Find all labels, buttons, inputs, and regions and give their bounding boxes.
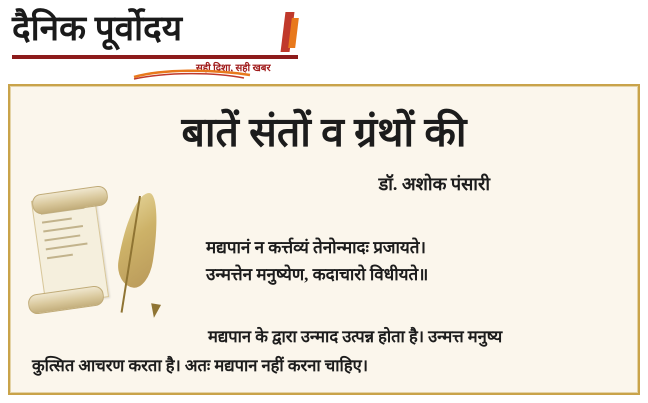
red-orange-flag-mark-icon <box>277 12 299 52</box>
body-line: मद्यपान के द्वारा उन्माद उत्पन्न होता है। उन्मत्त मनुष्य <box>208 327 503 346</box>
scroll-text-lines <box>41 206 98 282</box>
newspaper-logo <box>12 8 312 72</box>
masthead <box>0 0 648 80</box>
verse-line: उन्मत्तेन मनुष्येण, कदाचारो विधीयते॥ <box>206 265 429 284</box>
scroll-roll-bottom <box>27 285 105 315</box>
sanskrit-verse <box>206 234 626 288</box>
logo-swoosh-icon <box>132 68 252 80</box>
article-card <box>8 84 640 395</box>
scroll-and-quill-illustration <box>32 190 192 322</box>
article-body <box>32 322 622 380</box>
body-line: कुत्सित आचरण करता है। अतः मद्यपान नहीं करना चाहिए। <box>32 356 368 375</box>
logo-title: दैनिक पूर्वोदय <box>12 9 182 48</box>
logo-underline-rule <box>12 55 298 59</box>
byline-author: डॉ. अशोक पंसारी <box>378 174 490 194</box>
verse-line: मद्यपानं न कर्त्तव्यं तेनोन्मादः प्रजायते। <box>206 238 426 257</box>
page-title: बातें संतों व ग्रंथों की <box>181 109 467 155</box>
quill-nib <box>149 303 161 318</box>
quill-pen-icon <box>106 192 176 318</box>
logo-tagline: सही दिशा, सही खबर <box>196 63 271 74</box>
